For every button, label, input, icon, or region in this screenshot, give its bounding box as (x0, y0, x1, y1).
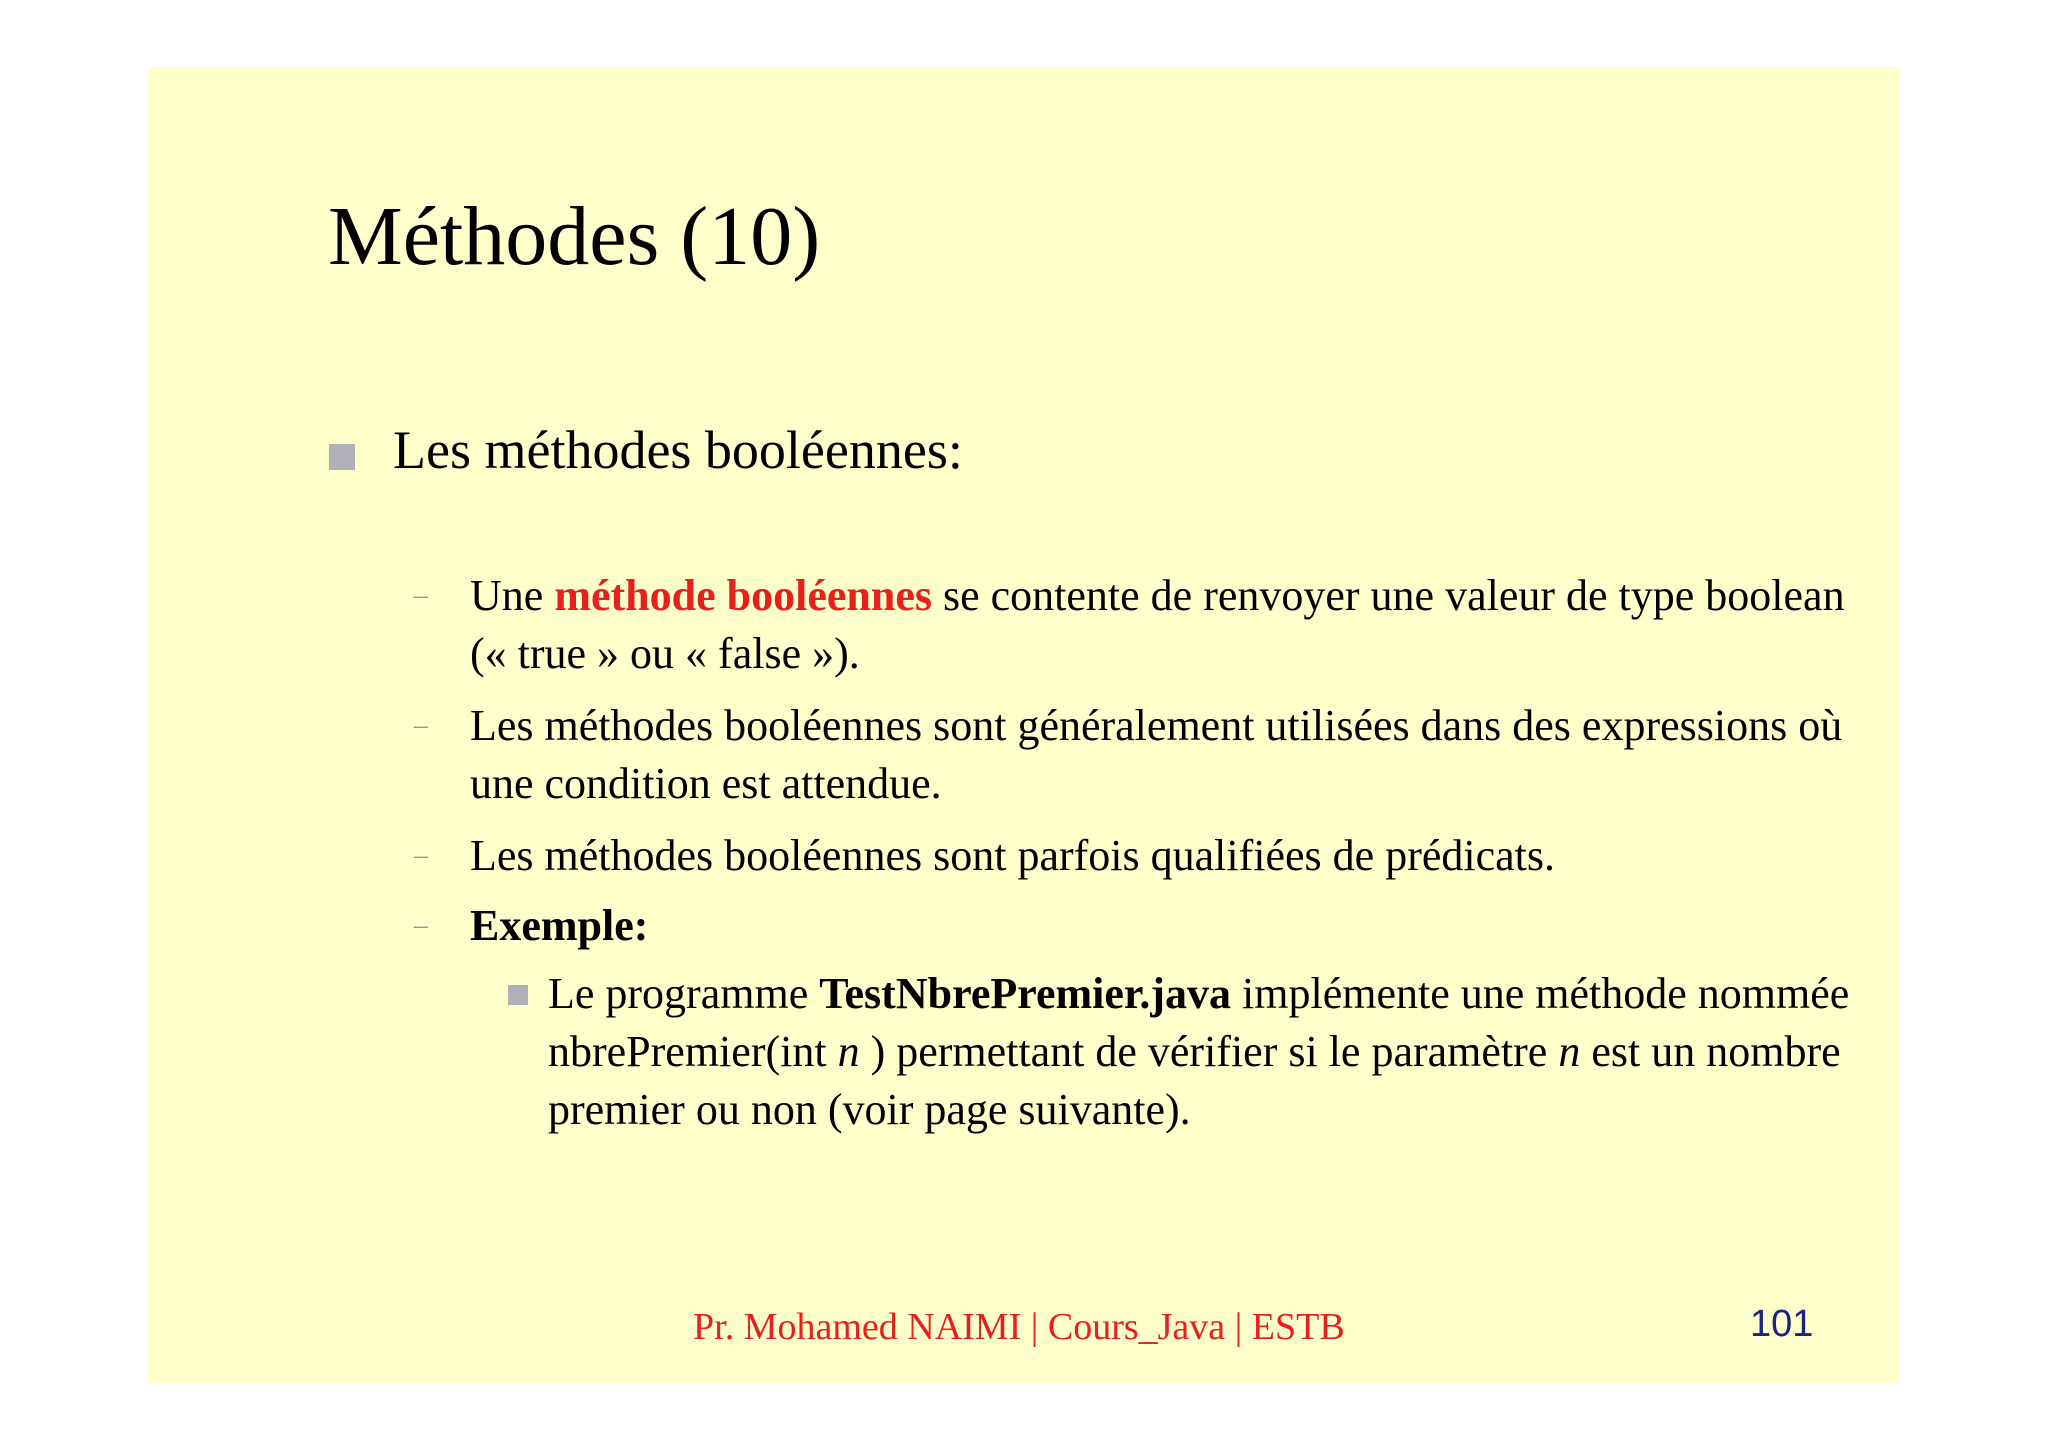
sub-text-pre: Une (470, 571, 555, 620)
example-description (548, 965, 1898, 1139)
dash-bullet-icon: – (414, 840, 428, 871)
highlight-term: méthode booléennes (554, 571, 932, 620)
square-bullet-icon (329, 444, 355, 470)
sub-text: Les méthodes booléennes sont généralement utilisées dans des expressions où une condition est attendue. (470, 701, 1843, 808)
example-label: Exemple: (470, 901, 649, 950)
slide-footer: Pr. Mohamed NAIMI | Cours_Java | ESTB (693, 1306, 1345, 1348)
var-n: n (1558, 1027, 1581, 1076)
example-mid2: ) permettant de vérifier si le paramètre (859, 1027, 1559, 1076)
example-pre: Le programme (548, 969, 820, 1018)
sub-bullet-usage (414, 697, 1850, 813)
sub-bullet-example (414, 897, 1850, 955)
example-mid1: implémente une méthode nommée nbrePremier(int (548, 969, 1850, 1076)
bullet-text: Les méthodes booléennes: (393, 420, 963, 480)
sub-bullet-predicates (414, 827, 1850, 885)
program-name: TestNbrePremier.java (819, 969, 1232, 1018)
page-number: 101 (1750, 1303, 1814, 1345)
square-bullet-icon (508, 985, 528, 1005)
sub-text: Les méthodes booléennes sont parfois qualifiées de prédicats. (470, 831, 1556, 880)
slide-title: Méthodes (10) (328, 190, 821, 283)
example-post: est un nombre premier ou non (voir page suivante). (548, 1027, 1841, 1134)
bullet-boolean-methods (393, 419, 963, 481)
slide (148, 67, 1900, 1383)
dash-bullet-icon: – (414, 910, 428, 941)
sub-text-post: se contente de renvoyer une valeur de type boolean (« true » ou « false »). (470, 571, 1845, 678)
dash-bullet-icon: – (414, 710, 428, 741)
sub-bullet-definition (414, 567, 1850, 683)
var-n: n (837, 1027, 860, 1076)
dash-bullet-icon: – (414, 580, 428, 611)
